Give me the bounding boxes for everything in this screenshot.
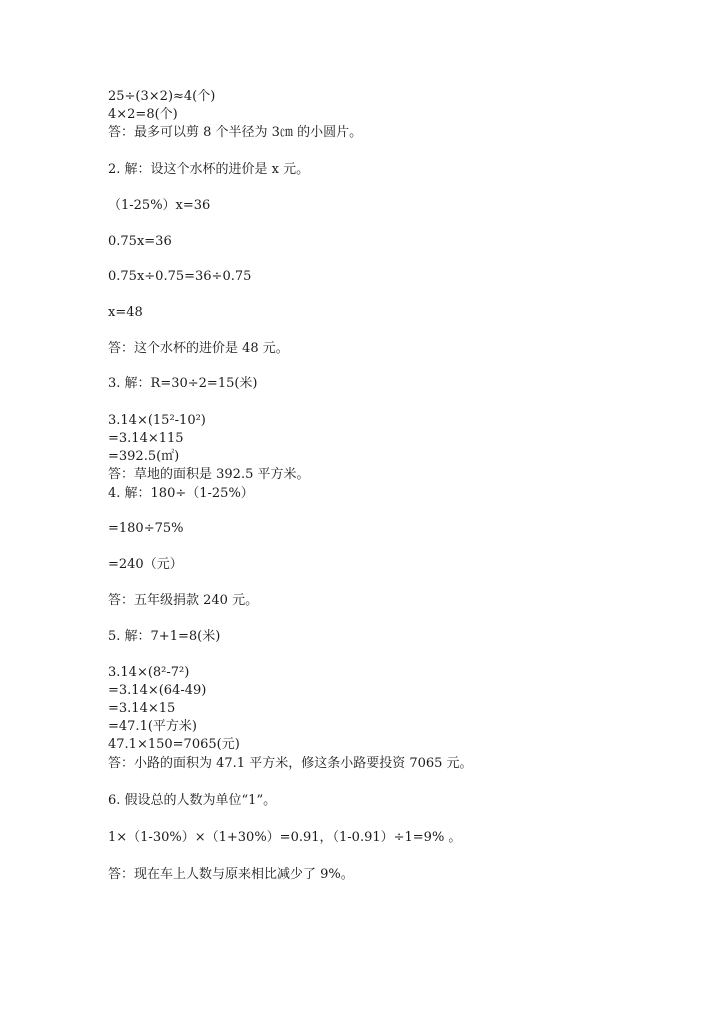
solution-heading: 5. 解：7+1=8(米) bbox=[108, 629, 221, 644]
equation-line: 3.14×(15²-10²) bbox=[108, 413, 206, 428]
equation-line: =47.1(平方米) bbox=[108, 719, 197, 734]
equation-line: =240（元） bbox=[108, 557, 183, 572]
answer-line: 答：现在车上人数与原来相比减少了 9%。 bbox=[108, 867, 354, 882]
equation-line: =392.5(㎡) bbox=[108, 449, 180, 464]
answer-line: 答：这个水杯的进价是 48 元。 bbox=[108, 341, 289, 356]
equation-line: 3.14×(8²-7²) bbox=[108, 665, 190, 680]
solution-heading: 3. 解：R=30÷2=15(米) bbox=[108, 376, 258, 391]
answer-line: 答：最多可以剪 8 个半径为 3㎝ 的小圆片。 bbox=[108, 125, 363, 140]
solution-heading: 4. 解：180÷（1-25%） bbox=[108, 486, 254, 501]
equation-line: 47.1×150=7065(元) bbox=[108, 737, 240, 752]
equation-line: 1×（1-30%）×（1+30%）=0.91，（1-0.91）÷1=9% 。 bbox=[108, 830, 462, 845]
equation-line: x=48 bbox=[108, 305, 143, 320]
answer-line: 答：五年级捐款 240 元。 bbox=[108, 593, 259, 608]
answer-line: 答：小路的面积为 47.1 平方米，修这条小路要投资 7065 元。 bbox=[108, 756, 473, 771]
equation-line: =3.14×(64-49) bbox=[108, 683, 207, 698]
equation-line: 0.75x=36 bbox=[108, 234, 172, 249]
equation-line: 0.75x÷0.75=36÷0.75 bbox=[108, 269, 252, 284]
text-line: 4×2=8(个) bbox=[108, 107, 178, 122]
solution-heading: 2. 解：设这个水杯的进价是 x 元。 bbox=[108, 162, 310, 177]
equation-line: =180÷75% bbox=[108, 521, 184, 536]
answer-line: 答：草地的面积是 392.5 平方米。 bbox=[108, 467, 310, 482]
equation-line: =3.14×15 bbox=[108, 701, 176, 716]
solution-heading: 6. 假设总的人数为单位“1”。 bbox=[108, 793, 277, 808]
equation-line: =3.14×115 bbox=[108, 431, 184, 446]
equation-line: （1-25%）x=36 bbox=[108, 198, 211, 213]
text-line: 25÷(3×2)≈4(个) bbox=[108, 89, 216, 104]
